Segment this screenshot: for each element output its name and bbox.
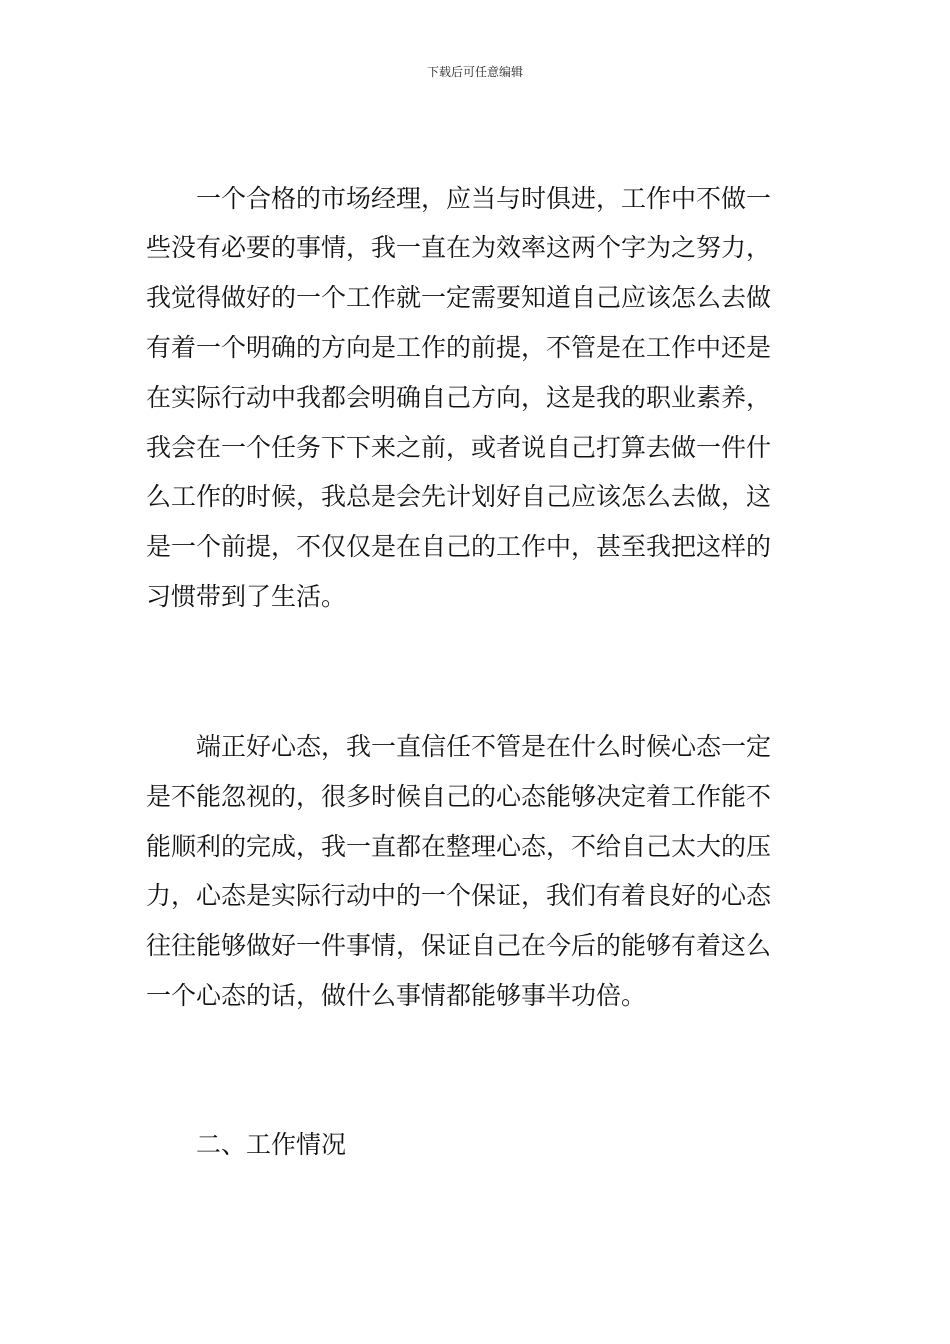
paragraph-line: 是一个前提，不仅仅是在自己的工作中，甚至我把这样的 [146, 532, 772, 561]
paragraph-line: 一个心态的话，做什么事情都能够事半功倍。 [146, 981, 647, 1010]
paragraph-line: 端正好心态，我一直信任不管是在什么时候心态一定 [196, 732, 772, 761]
paragraph-line: 些没有必要的事情，我一直在为效率这两个字为之努力， [146, 233, 772, 262]
paragraph-line: 有着一个明确的方向是工作的前提，不管是在工作中还是 [146, 333, 772, 362]
paragraph-line: 我会在一个任务下下来之前，或者说自己打算去做一件什 [146, 433, 772, 462]
section-heading: 二、工作情况 [196, 1130, 347, 1159]
paragraph-line: 么工作的时候，我总是会先计划好自己应该怎么去做，这 [146, 482, 772, 511]
paragraph-line: 在实际行动中我都会明确自己方向，这是我的职业素养， [146, 383, 772, 412]
paragraph-line: 是不能忽视的，很多时候自己的心态能够决定着工作能不 [146, 782, 772, 811]
paragraph-line: 往往能够做好一件事情，保证自己在今后的能够有着这么 [146, 931, 772, 960]
paragraph-line: 一个合格的市场经理，应当与时俱进，工作中不做一 [196, 184, 772, 213]
page-header: 下载后可任意编辑 [426, 65, 523, 79]
paragraph-line: 力，心态是实际行动中的一个保证，我们有着良好的心态 [146, 881, 772, 910]
paragraph-line: 我觉得做好的一个工作就一定需要知道自己应该怎么去做 [146, 283, 772, 312]
paragraph-line: 能顺利的完成，我一直都在整理心态，不给自己太大的压 [146, 832, 772, 861]
paragraph-line: 习惯带到了生活。 [146, 582, 347, 611]
